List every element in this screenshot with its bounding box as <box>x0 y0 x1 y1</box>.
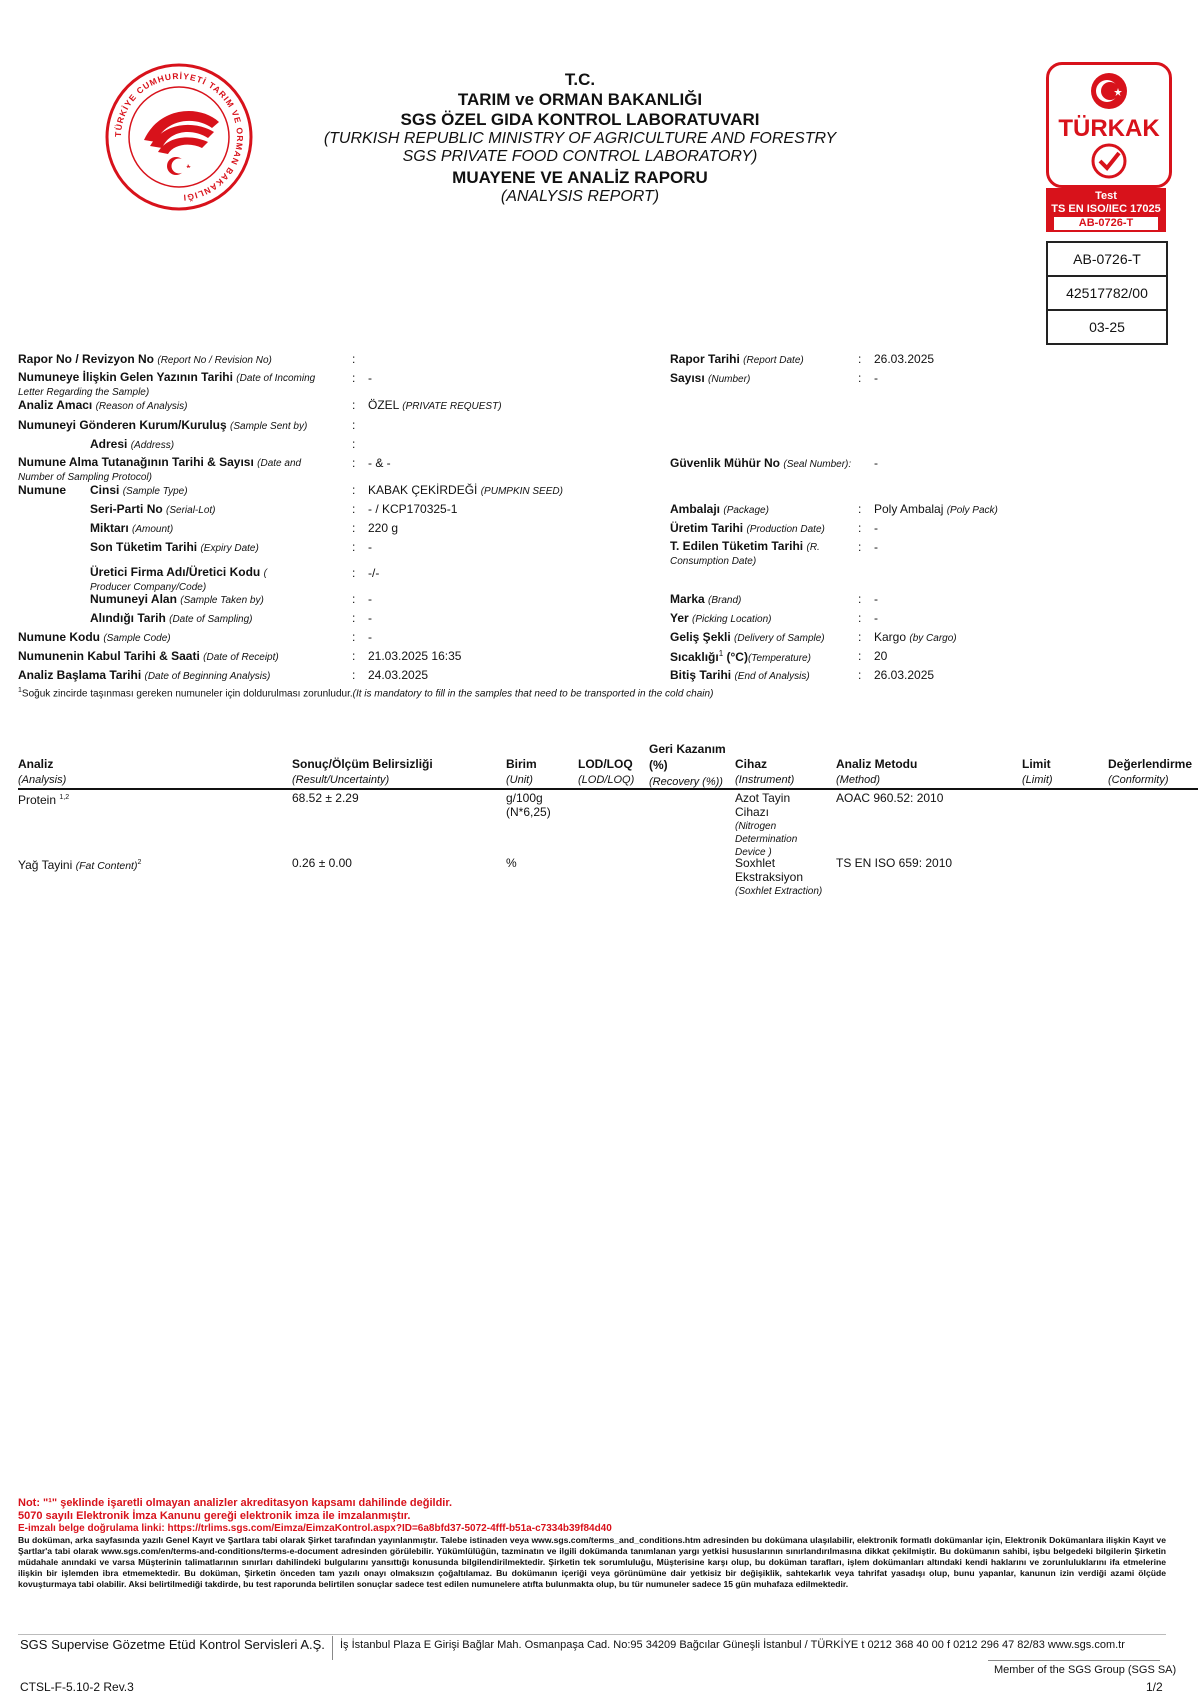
form-code: CTSL-F-5.10-2 Rev.3 <box>20 1680 134 1694</box>
company-address: İş İstanbul Plaza E Girişi Bağlar Mah. Osmanpaşa Cad. No:95 34209 Bağcılar Güneşli İstanbul / TÜRKİYE t 0212 368 40 00 f 0212 296 47 82/83 www.sgs.com.tr <box>340 1639 1125 1651</box>
sample-type-value: KABAK ÇEKİRDEĞİ (PUMPKIN SEED) <box>368 483 563 497</box>
accreditation-date-box: 03-25 <box>1089 319 1125 335</box>
letter-date-value: - <box>368 371 372 385</box>
report-title-en: (ANALYSIS REPORT) <box>500 188 660 205</box>
seal-no-label: Güvenlik Mühür No (Seal Number): <box>670 456 852 470</box>
producer-value: -/- <box>368 566 380 580</box>
sampling-date-label: Alındığı Tarih (Date of Sampling) <box>90 611 253 625</box>
col-recovery: Geri Kazanım (%) (Recovery (%)) <box>649 742 726 788</box>
row-1-unit: g/100g (N*6,25) <box>506 791 551 819</box>
row-1-analysis: Protein $^{1,2}$ <box>18 793 70 807</box>
row-2-instrument: Soxhlet Ekstraksiyon (Soxhlet Extraction) <box>735 856 823 897</box>
amount-value: 220 g <box>368 521 399 535</box>
package-value: Poly Ambalaj (Poly Pack) <box>874 502 998 516</box>
receipt-label: Numunenin Kabul Tarihi & Saati (Date of Receipt) <box>18 649 279 663</box>
sampling-date-value: - <box>368 611 372 625</box>
location-value: - <box>874 611 878 625</box>
company-name: SGS Supervise Gözetme Etüd Kontrol Servisleri A.Ş. <box>20 1637 325 1652</box>
reason-label: Analiz Amacı (Reason of Analysis) <box>18 398 188 412</box>
letter-date-label: Numuneye İlişkin Gelen Yazının Tarihi (Date of Incoming Letter Regarding the Sample) <box>18 370 316 398</box>
seal-text: TÜRKİYE CUMHURİYETİ TARIM VE ORMAN BAKANLIĞI <box>112 70 246 203</box>
begin-label: Analiz Başlama Tarihi (Date of Beginning Analysis) <box>18 668 271 682</box>
report-date-value: 26.03.2025 <box>874 352 935 366</box>
production-label: Üretim Tarihi (Production Date) <box>670 521 825 535</box>
legal-disclaimer: Bu doküman, arka sayfasında yazılı Genel Kayıt ve Şartlara tabi olarak Şirket tarafından yayınlanmıştır. Talebe istinaden veya www.sgs.com/terms_and_conditions.htm adresinden bu dokümana ulaşılabilir, elektronik formatlı dokümanlar için, Elektronik Dokümanlara ilişkin Kayıt ve Şartlar'a tabi olarak www.sgs.com/en/terms-and-conditions/terms-e-document adresinden görülebilir. Yükümlülüğün, tazminatın ve ilgili dokümanda tanımlanan yargı yetkisi hususlarının sınırlandırılmasına dikkat çekilmiştir. Bu dokümanın sahibi, işbu belgedeki bilgilerin Şirketin müdahale anındaki ve varsa Müşterinin talimatlarının sınırları dahilindeki bulgularını yansıttığı konusunda bilgilendirilmektedir. Şirketin tek sorumluluğu, Müşterisine karşı olup, bu doküman tarafları, işlem dokümanları altındaki kendi haklarını ve zorunluluklarını ifa etmelerine ilişkin bir işlemden ibra etmemektedir. Bu doküman, Şirketin önceden tam yazılı onayı olmaksızın çoğaltılamaz. Bu dokümanın içeriği veya görünümüne dair yetkisiz bir değişiklik, sahtekarlık veya tahrifat yasadışı olup, bunu yapanlar, kanunun izin verdiği azami ölçüde kovuşturmaya tabi olabilir. Aksi belirtilmediği takdirde, bu test raporunda belirtilen sonuçlar sadece test edilen numunelere atıfta bulunmakta olup, bu tür numuneler sadece 15 gün muhafaza edilmektedir. <box>18 1535 1166 1589</box>
turkak-accreditation-label <box>1046 188 1166 232</box>
header-lab: SGS ÖZEL GIDA KONTROL LABORATUVARI <box>400 110 760 129</box>
turkak-logo <box>1046 62 1172 188</box>
turkak-test: Test <box>1095 190 1117 202</box>
lot-label: Seri-Parti No (Serial-Lot) <box>90 502 216 516</box>
protocol-value: - & - <box>368 456 391 470</box>
row-2-unit: % <box>506 856 517 870</box>
seal-no-value: - <box>874 456 878 470</box>
expiry-value: - <box>368 540 372 554</box>
reason-value: ÖZEL (PRIVATE REQUEST) <box>368 398 502 412</box>
col-conformity: Değerlendirme (Conformity) <box>1108 757 1193 786</box>
taken-by-label: Numuneyi Alan (Sample Taken by) <box>90 592 264 606</box>
header-tc: T.C. <box>564 70 596 89</box>
row-2-result: 0.26 ± 0.00 <box>292 856 352 870</box>
begin-value: 24.03.2025 <box>368 668 429 682</box>
e-signature-note: 5070 sayılı Elektronik İmza Kanunu gereği elektronik imza ile imzalanmıştır. <box>18 1510 411 1522</box>
accreditation-note: Not: "¹" şeklinde işaretli olmayan analizler akreditasyon kapsamı dahilinde değildir. <box>18 1497 453 1509</box>
sent-by-label: Numuneyi Gönderen Kurum/Kuruluş (Sample Sent by) <box>18 418 308 432</box>
temperature-label: Sıcaklığı$^1$ (°C)(Temperature) <box>670 649 811 664</box>
e-signature-verification-link[interactable]: E-imzalı belge doğrulama linki: https://trlims.sgs.com/Eimza/EimzaKontrol.aspx?ID=6a8bfd37-5072-4fff-b51a-c7334b39f84d40 <box>18 1523 612 1534</box>
protocol-label: Numune Alma Tutanağının Tarihi & Sayısı (Date and Number of Sampling Protocol) <box>18 455 302 483</box>
table-header-rule <box>18 788 1198 790</box>
report-title: MUAYENE VE ANALİZ RAPORU <box>452 168 708 187</box>
sample-code-label: Numune Kodu (Sample Code) <box>18 630 171 644</box>
sample-type-label: Cinsi (Sample Type) <box>90 483 188 497</box>
number-label: Sayısı (Number) <box>670 371 751 385</box>
sgs-group-membership: Member of the SGS Group (SGS SA) <box>994 1664 1177 1676</box>
row-2-analysis: Yağ Tayini (Fat Content)$^2$ <box>18 858 142 872</box>
header-lab-en: SGS PRIVATE FOOD CONTROL LABORATORY) <box>402 148 758 165</box>
col-lod-loq: LOD/LOQ (LOD/LOQ) <box>578 757 635 786</box>
sample-group-label: Numune <box>18 483 66 497</box>
col-result: Sonuç/Ölçüm Belirsizliği (Result/Uncertainty) <box>292 757 433 786</box>
taken-by-value: - <box>368 592 372 606</box>
footer-rule <box>18 1634 1166 1635</box>
footer-notes <box>18 1497 1166 1590</box>
producer-label: Üretici Firma Adı/Üretici Kodu ( Producer Company/Code) <box>90 565 267 593</box>
temperature-value: 20 <box>874 649 888 663</box>
header-ministry-en: (TURKISH REPUBLIC MINISTRY OF AGRICULTURE AND FORESTRY <box>323 130 837 147</box>
lot-value: - / KCP170325-1 <box>368 502 458 516</box>
expiry-label: Son Tüketim Tarihi (Expiry Date) <box>90 540 259 554</box>
header-ministry: TARIM ve ORMAN BAKANLIĞI <box>457 90 703 109</box>
end-value: 26.03.2025 <box>874 668 935 682</box>
location-label: Yer (Picking Location) <box>670 611 772 625</box>
col-analysis: Analiz (Analysis) <box>18 757 67 786</box>
turkak-code: AB-0726-T <box>1054 217 1158 230</box>
consumption-label: T. Edilen Tüketim Tarihi (R. Consumption Date) <box>670 539 820 567</box>
member-rule <box>988 1660 1160 1661</box>
brand-value: - <box>874 592 878 606</box>
turkak-standard: TS EN ISO/IEC 17025 <box>1051 203 1161 215</box>
brand-label: Marka (Brand) <box>670 592 742 606</box>
end-label: Bitiş Tarihi (End of Analysis) <box>670 668 810 682</box>
delivery-label: Geliş Şekli (Delivery of Sample) <box>670 630 825 644</box>
production-value: - <box>874 521 878 535</box>
footer-divider <box>332 1636 333 1660</box>
certificate-no-box: 42517782/00 <box>1048 277 1166 311</box>
row-1-method: AOAC 960.52: 2010 <box>836 791 944 805</box>
turkak-crescent-icon <box>1089 71 1129 111</box>
consumption-value: - <box>874 540 878 554</box>
receipt-value: 21.03.2025 16:35 <box>368 649 462 663</box>
report-no-label: Rapor No / Revizyon No (Report No / Revision No) <box>18 352 272 366</box>
checkmark-icon <box>1089 142 1129 180</box>
sample-code-value: - <box>368 630 372 644</box>
page-number: 1/2 <box>1146 1680 1163 1694</box>
row-2-method: TS EN ISO 659: 2010 <box>836 856 953 870</box>
accreditation-no-box: AB-0726-T <box>1048 243 1166 277</box>
accreditation-boxes <box>1046 241 1168 345</box>
address-label: Adresi (Address) <box>90 437 175 451</box>
delivery-value: Kargo (by Cargo) <box>874 630 957 644</box>
turkak-brand: TÜRKAK <box>1058 115 1160 142</box>
col-instrument: Cihaz (Instrument) <box>735 757 795 786</box>
ministry-seal-logo <box>104 62 254 212</box>
row-1-instrument: Azot Tayin Cihazı (Nitrogen Determination Device ) <box>735 791 798 858</box>
col-limit: Limit (Limit) <box>1022 757 1053 786</box>
number-value: - <box>874 371 878 385</box>
report-header <box>290 70 870 206</box>
row-1-result: 68.52 ± 2.29 <box>292 791 359 805</box>
cold-chain-note: $^1$Soğuk zincirde taşınması gereken numuneler için doldurulması zorunludur.(It is mandatory to fill in the samples that need to be transported in the cold chain) <box>18 687 714 700</box>
col-unit: Birim (Unit) <box>506 757 537 786</box>
svg-text:TÜRKİYE CUMHURİYETİ TARIM VE O <box>113 71 245 204</box>
package-label: Ambalajı (Package) <box>670 502 769 516</box>
report-date-label: Rapor Tarihi (Report Date) <box>670 352 804 366</box>
col-method: Analiz Metodu (Method) <box>836 757 918 786</box>
amount-label: Miktarı (Amount) <box>90 521 174 535</box>
